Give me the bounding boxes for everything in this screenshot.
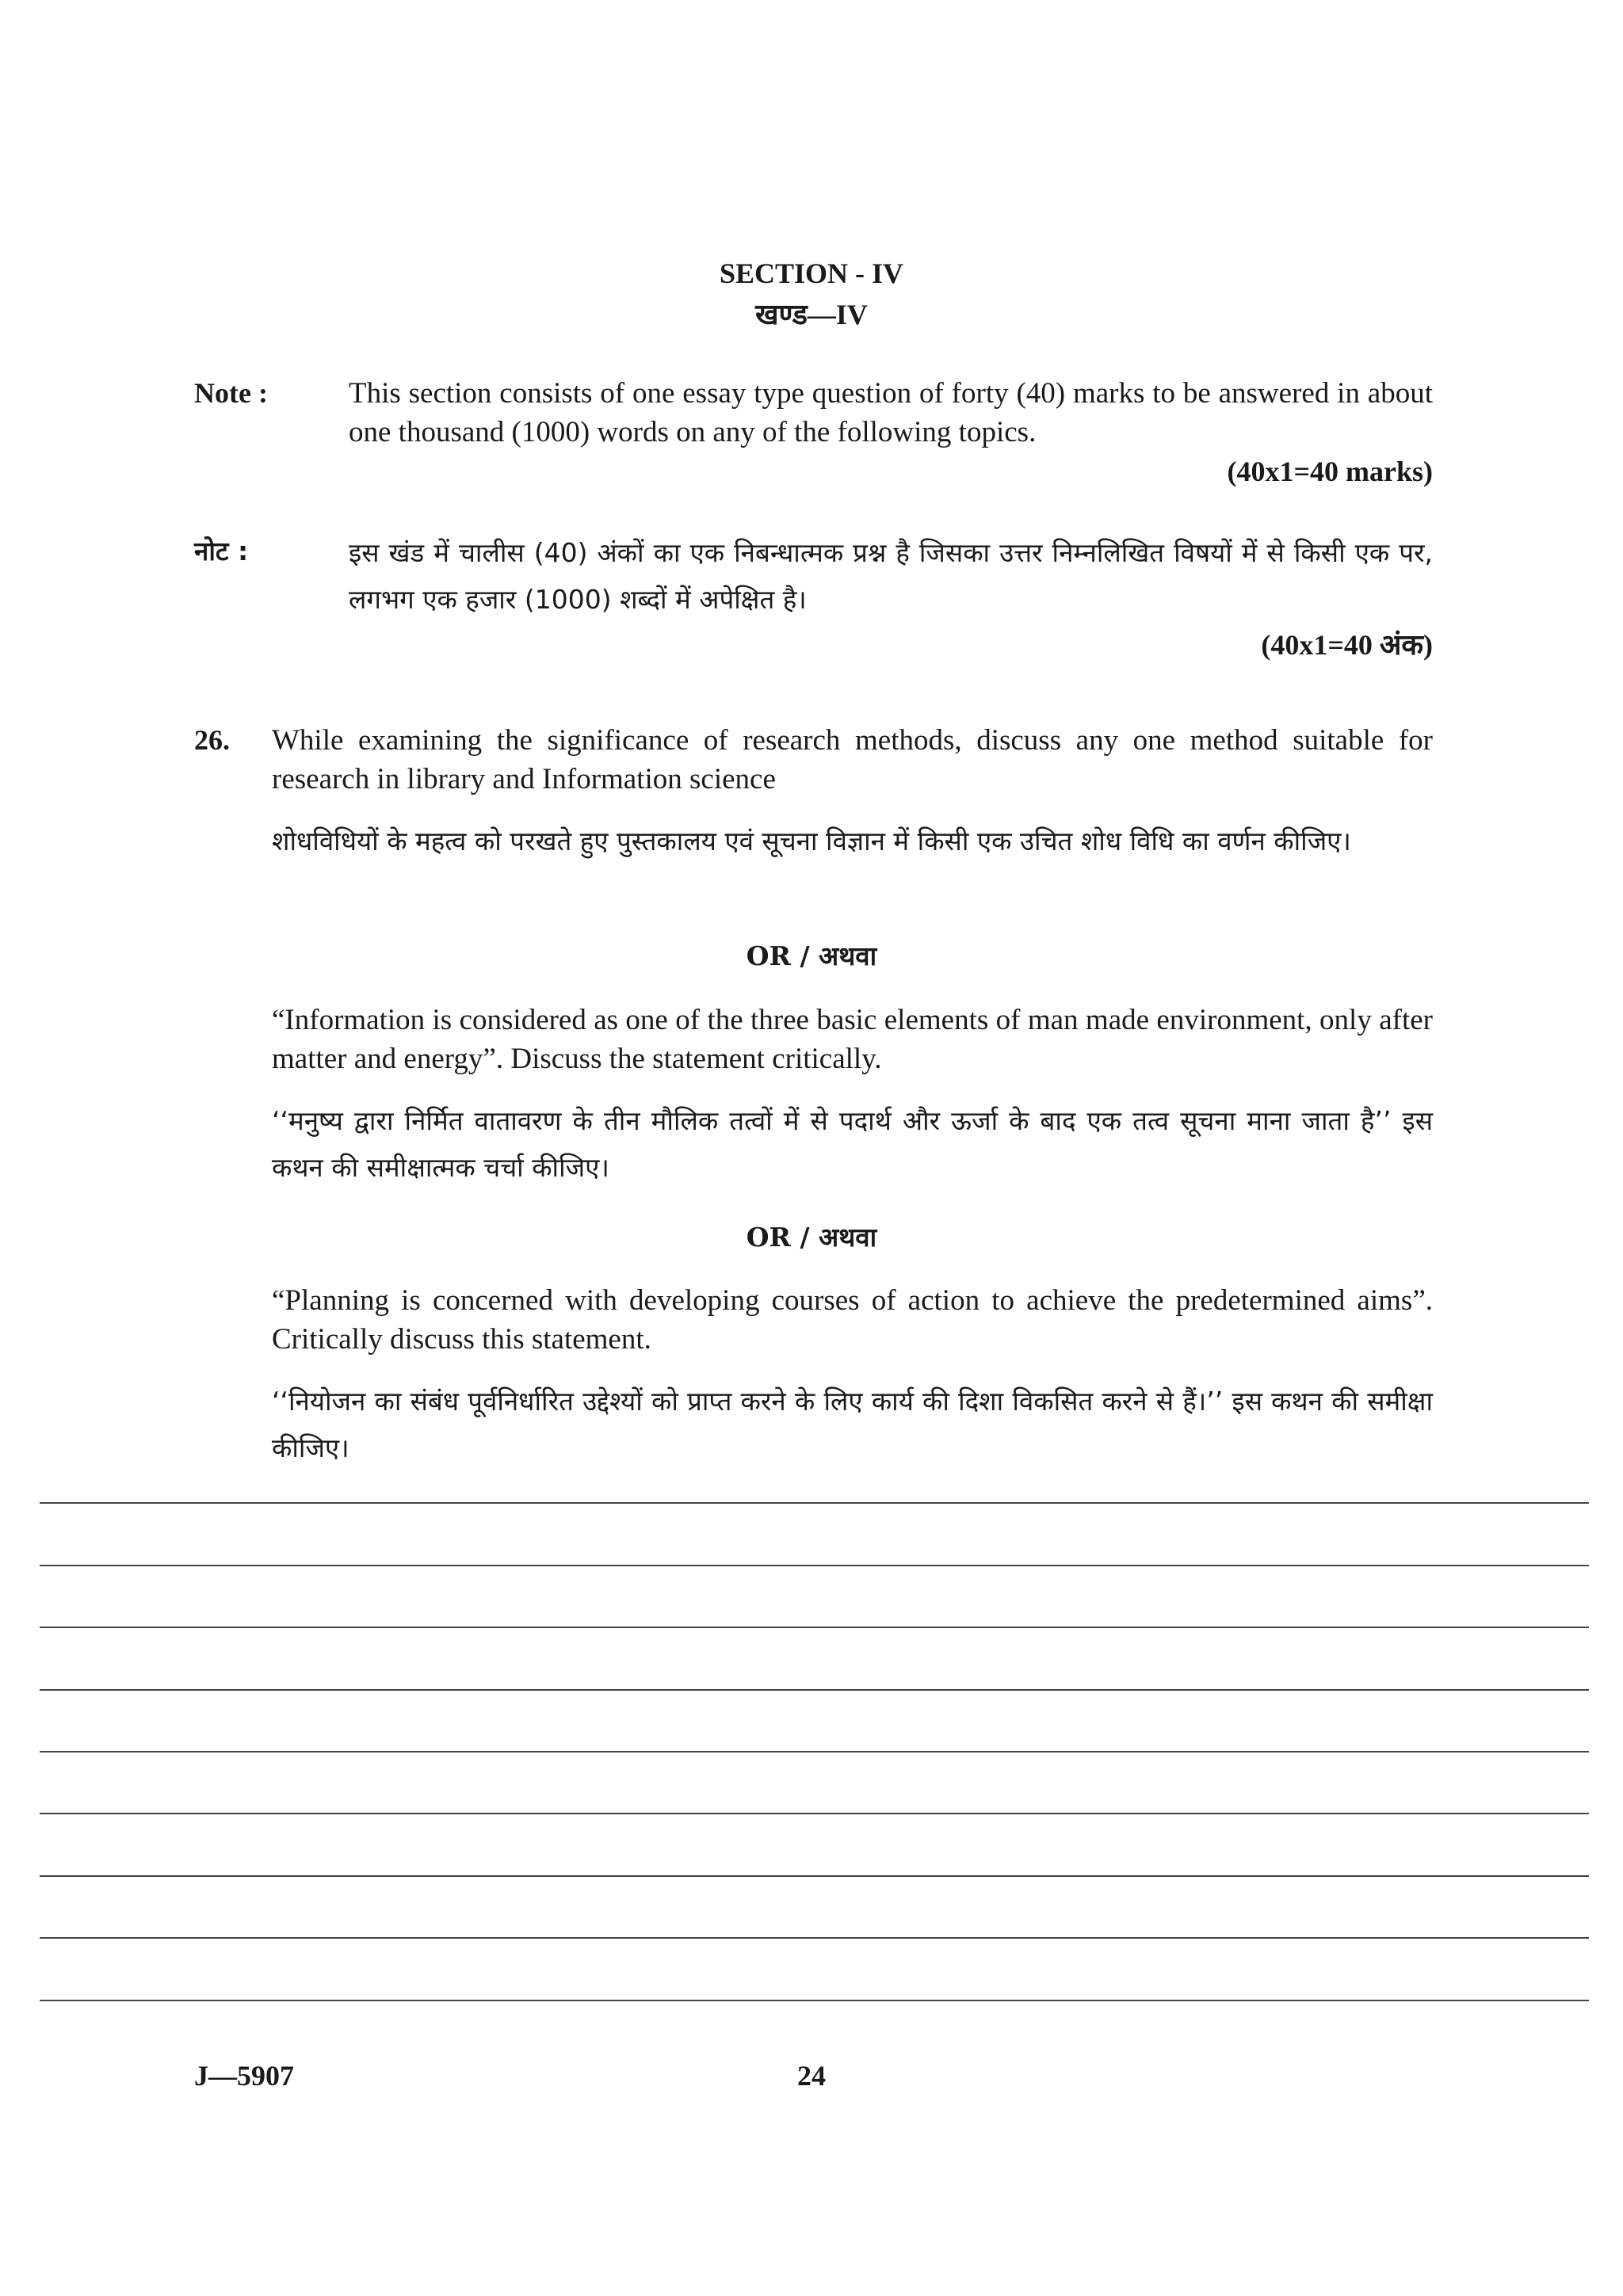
answer-line (40, 1627, 1589, 1628)
question-option3-hi: ‘‘नियोजन का संबंध पूर्वनिर्धारित उद्देश्यों को प्राप्त करने के लिए कार्य की दिशा विकसित करने से हैं।’’ इस कथन की समीक्षा कीजिए। (272, 1386, 1433, 1463)
note-hi-text: इस खंड में चालीस (40) अंकों का एक निबन्धात्मक प्रश्न है जिसका उत्तर निम्नलिखित विषयों में से किसी एक पर, लगभग एक हजार (1000) शब्दों में अपेक्षित है। (349, 537, 1433, 615)
section-title-hi: खण्ड—IV (755, 299, 868, 330)
answer-line (40, 1751, 1589, 1753)
answer-line (40, 1502, 1589, 1504)
question-option3-en: “Planning is concerned with developing courses of action to achieve the predetermined aims”. Critically discuss this statement. (272, 1284, 1433, 1356)
question-option1-en: While examining the significance of research methods, discuss any one method suitable for research in library and Information science (272, 724, 1433, 795)
question-number: 26. (194, 724, 230, 756)
note-hi-marks: (40x1=40 अंक) (1261, 629, 1433, 661)
note-en-marks: (40x1=40 marks) (1227, 456, 1433, 487)
answer-line (40, 1937, 1589, 1939)
or-separator-2: OR / अथवा (746, 1222, 877, 1253)
note-en-text: This section consists of one essay type question of forty (40) marks to be answered in about one thousand (1000) words on any of the following topics. (349, 377, 1433, 448)
answer-line (40, 1813, 1589, 1814)
answer-line (40, 1875, 1589, 1877)
question-option2-hi: ‘‘मनुष्य द्वारा निर्मित वातावरण के तीन मौलिक तत्वों में से पदार्थ और ऊर्जा के बाद एक तत्व सूचना माना जाता है’’ इस कथन की समीक्षात्मक चर्चा कीजिए। (272, 1105, 1433, 1183)
page-number: 24 (797, 2060, 826, 2092)
or-separator-1: OR / अथवा (746, 940, 877, 971)
section-title-en: SECTION - IV (719, 257, 904, 289)
answer-line (40, 2000, 1589, 2001)
question-option1-hi: शोधविधियों के महत्व को परखते हुए पुस्तकालय एवं सूचना विज्ञान में किसी एक उचित शोध विधि का वर्णन कीजिए। (272, 826, 1351, 856)
paper-code: J—5907 (194, 2060, 294, 2092)
note-en-label: Note : (194, 377, 268, 409)
answer-line (40, 1565, 1589, 1566)
answer-line (40, 1689, 1589, 1691)
question-option2-en: “Information is considered as one of the three basic elements of man made environment, only after matter and energy”. Discuss the statement critically. (272, 1004, 1433, 1075)
note-hi-label: नोट : (194, 536, 249, 566)
